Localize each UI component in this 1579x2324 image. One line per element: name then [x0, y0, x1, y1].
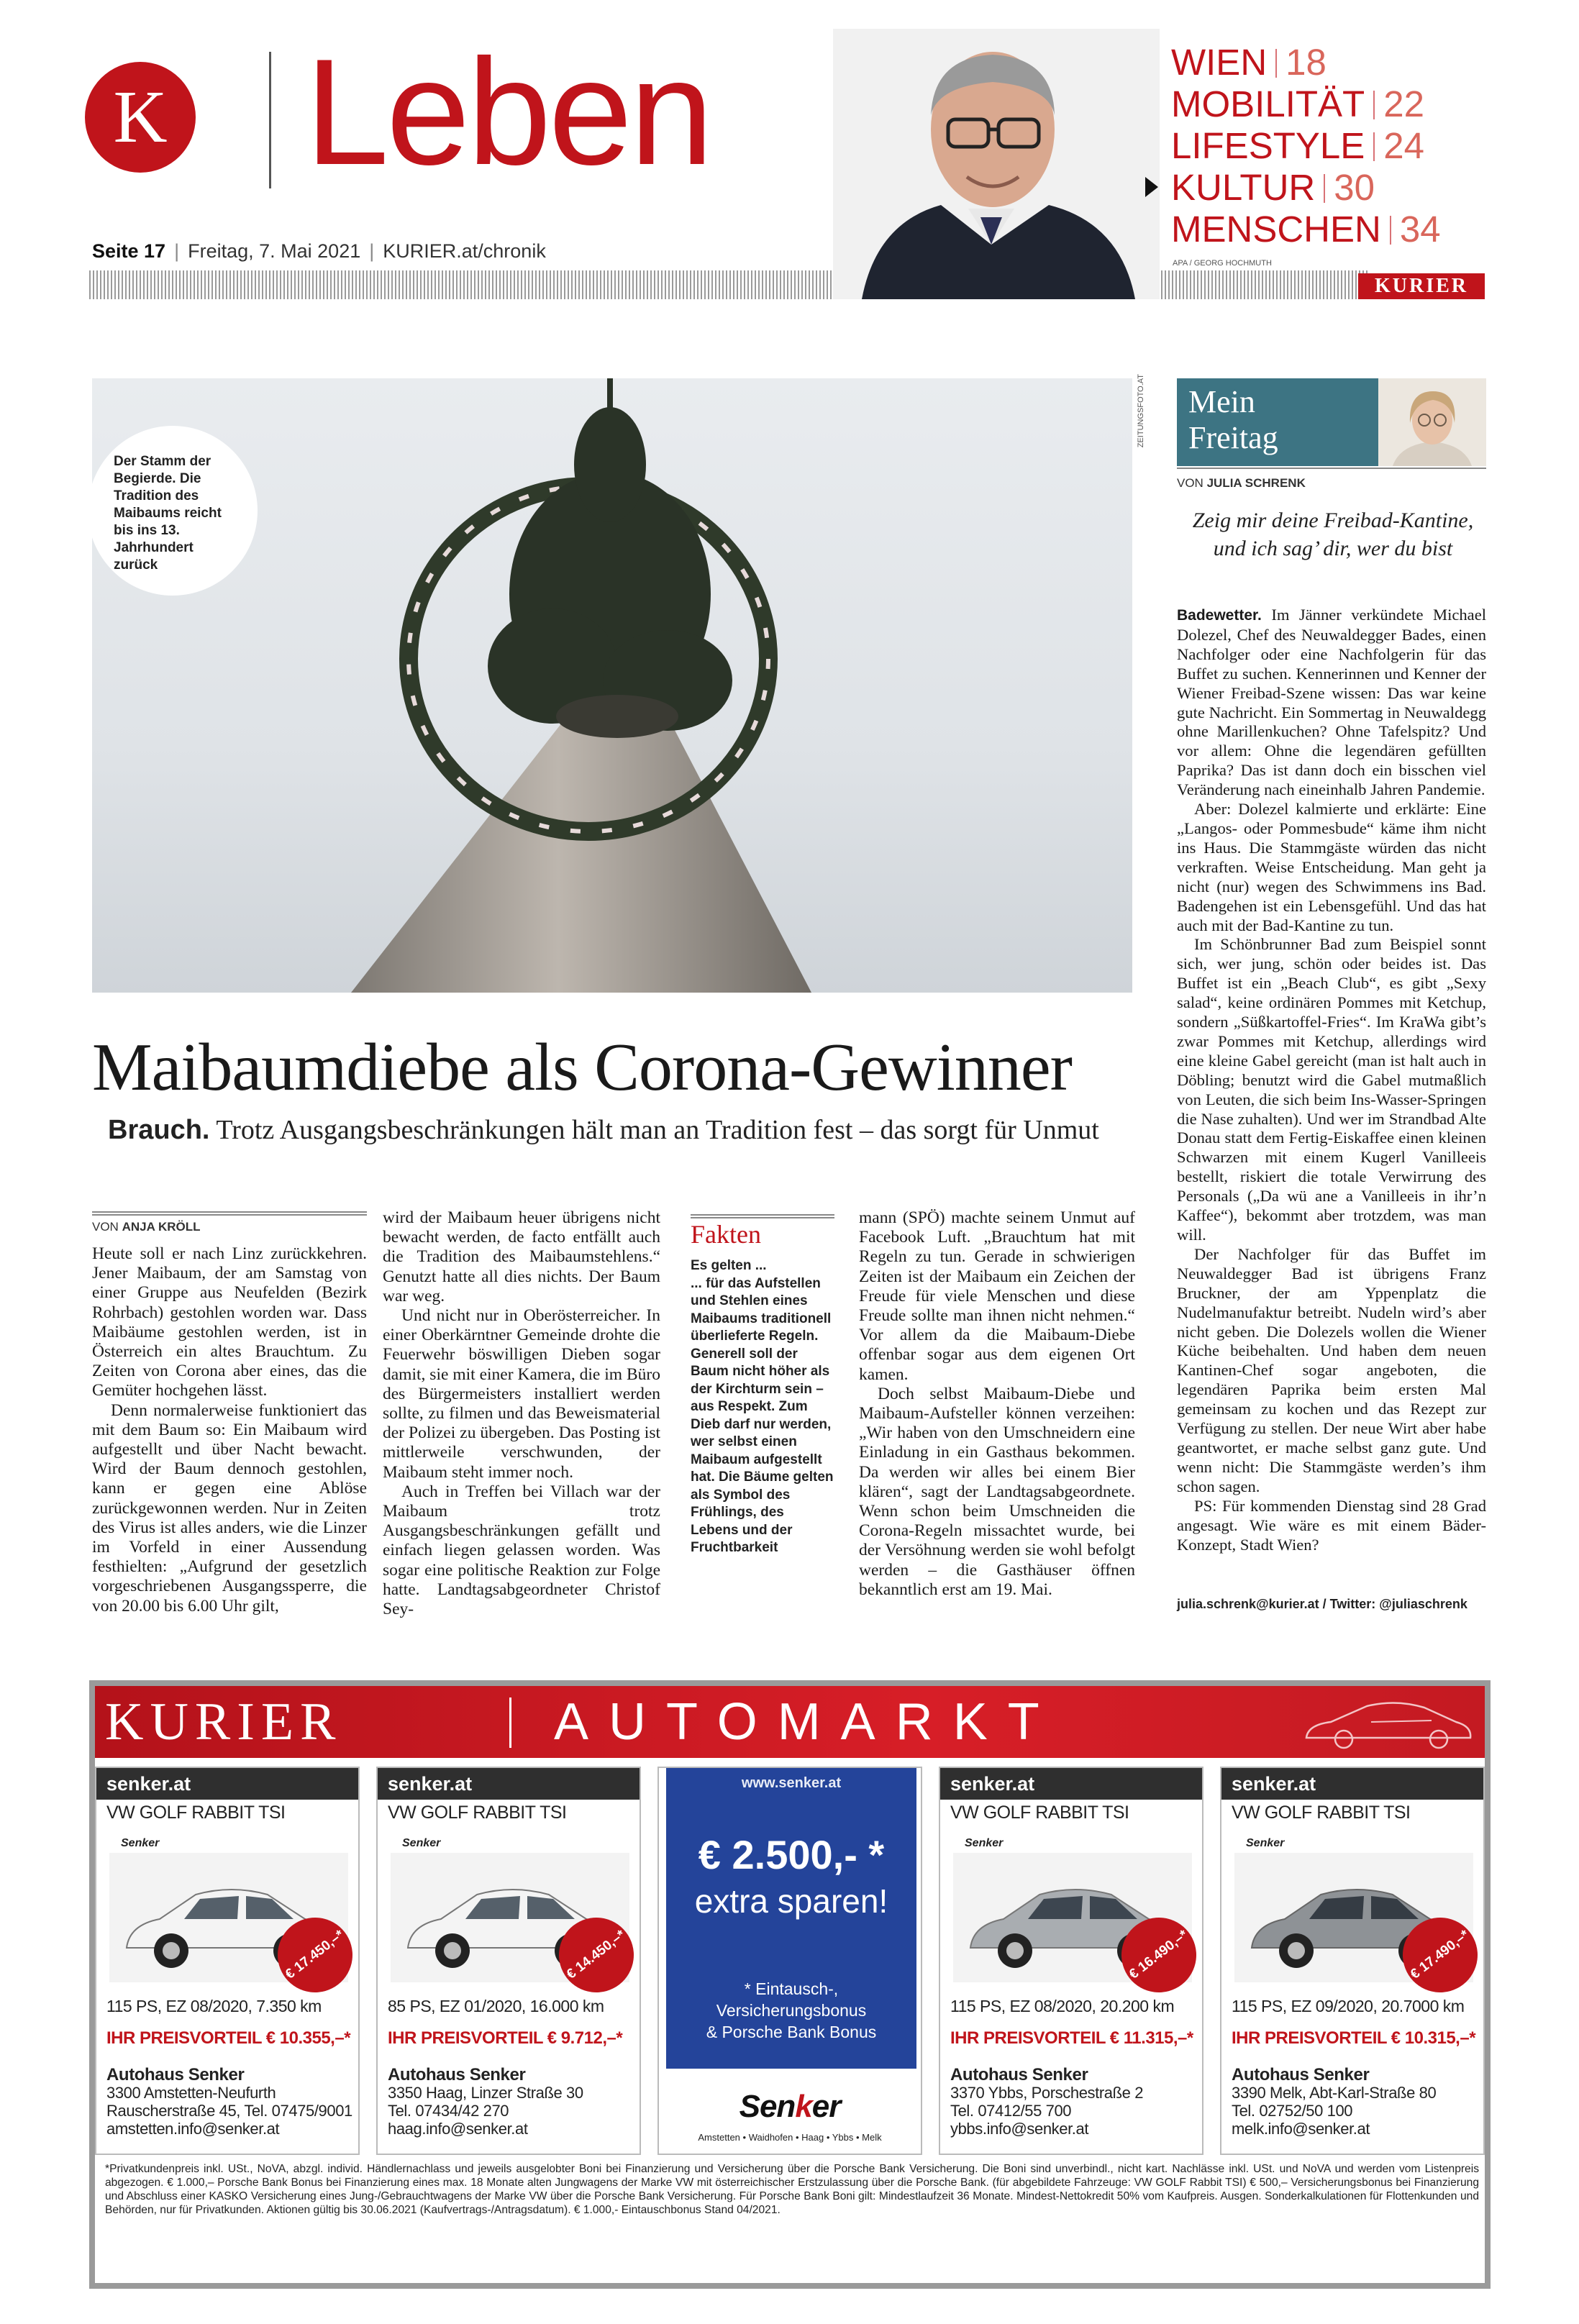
issue-date: Freitag, 7. Mai 2021	[188, 240, 361, 262]
column-body	[1177, 606, 1486, 1554]
price-badge: € 14.450,–*	[544, 1903, 649, 2008]
promo-amount: € 2.500,- *	[698, 1832, 885, 1877]
section-url[interactable]: KURIER.at/chronik	[383, 240, 546, 262]
car-listing-haag[interactable]	[376, 1767, 641, 2155]
dealer-info: Autohaus Senker 3300 Amstetten-Neufurth Rauscherstraße 45, Tel. 07475/9001 amstetten.info@senker.at	[106, 2065, 352, 2138]
listing-site: senker.at	[96, 1768, 358, 1800]
car-listing-amstetten[interactable]	[95, 1767, 360, 2155]
page-number: Seite 17	[92, 240, 166, 262]
paragraph: Badewetter. Im Jänner verkündete Michael Dolezel, Chef des Neuwaldegger Bades, einen Nachfolger oder eine Nachfolgerin für das Buffet zu suchen. Kennerinnen und Kenner der Wiener Freibad-Szene wissen: Das war keine gute Nachricht. Ein Sommertag in Neuwaldegg ohne Marillenkuchen? Ohne Tafelspitz? Und vor allem: Ohne die legendären gefüllten Paprika? Das ist dann doch ein bisschen viel Veränderung nach eineinhalb Jahren Pandemie.	[1177, 606, 1487, 799]
promo-note: * Eintausch-, Versicherungsbonus & Porsche Bank Bonus	[706, 1979, 877, 2041]
dealer-logo: Senker	[1246, 1837, 1285, 1849]
header-portrait-photo	[833, 29, 1160, 299]
kurier-logo: K	[85, 62, 196, 173]
toc-item-lifestyle[interactable]: LIFESTYLE 24	[1171, 125, 1425, 166]
facts-text: ... für das Aufstellen und Stehlen eines Maibaums traditionell überlieferte Regeln. Generell soll der Baum nicht höher als der Kirchturm sein – aus Respekt. Zum Dieb darf nur werden, wer selbst einen Maibaum aufgestellt hat. Die Bäume gelten als Symbol des Frühlings, des Lebens und der Fruchtbarkeit	[691, 1275, 834, 1555]
listing-site: senker.at	[1221, 1768, 1483, 1800]
article-subhead	[108, 1113, 1099, 1147]
author-name: ANJA KRÖLL	[122, 1220, 201, 1234]
article-column-1	[92, 1244, 367, 1616]
toc-item-menschen[interactable]: MENSCHEN 34	[1171, 209, 1441, 250]
paragraph: Und nicht nur in Oberösterreicher. In einer Oberkärntner Gemeinde drohte die Feuerwehr böswilligen Dieben sogar damit, sie mit einer Kamera, die im Büro des Bürgermeisters installiert werden sollte, zu filmen und das Beweismaterial der Polizei zu übergeben. Das Posting ist mittlerweile verschwunden, der Maibaum steht immer noch.	[383, 1306, 660, 1482]
paragraph: Denn normalerweise funktioniert das mit dem Baum so: Ein Maibaum wird aufgestellt und über Nacht bewacht. Wird der Baum dennoch gestohlen, kann er gegen eine Ablöse zurückgewonnen werden. Nur in Zeiten des Virus ist alles anders, wie die Linzer im Vorfeld in einer Aussendung festhielten: „Aufgrund der gesetzlich vorgeschriebenen Ausgangssperre, die von 20.00 bis 6.00 Uhr gilt,	[92, 1400, 367, 1616]
subhead-text: Trotz Ausgangsbeschränkungen hält man an Tradition fest – das sorgt für Unmut	[216, 1115, 1099, 1145]
listing-model: VW GOLF RABBIT TSI	[950, 1803, 1129, 1823]
column-contact[interactable]: julia.schrenk@kurier.at / Twitter: @juliaschrenk	[1177, 1597, 1467, 1611]
facts-title: Fakten	[691, 1220, 761, 1249]
promo-card[interactable]	[657, 1767, 922, 2155]
toc-item-mobilitaet[interactable]: MOBILITÄT 22	[1171, 83, 1424, 124]
column-kicker: Badewetter.	[1177, 607, 1262, 624]
dealer-email[interactable]: amstetten.info@senker.at	[106, 2120, 280, 2138]
portrait-credit: APA / GEORG HOCHMUTH	[1173, 259, 1272, 268]
price-badge: € 17.450,–*	[263, 1903, 368, 2008]
dealer-logo: Senker	[965, 1837, 1004, 1849]
dealer-email[interactable]: ybbs.info@senker.at	[950, 2120, 1089, 2138]
listing-site: senker.at	[378, 1768, 640, 1800]
listing-specs: 85 PS, EZ 01/2020, 16.000 km	[388, 1997, 604, 2015]
article-byline: VON ANJA KRÖLL	[92, 1220, 201, 1234]
article-column-3	[859, 1208, 1135, 1600]
promo-tagline: extra sparen!	[694, 1882, 888, 1920]
paragraph: Doch selbst Maibaum-Diebe und Maibaum-Aufsteller können verzeihen: „Wir haben von den Umschneidern eine Einladung in ein Gasthaus bekommen. Da werden wir alles bei einem Bier klären“, sagt der Landtagsabgeordnete. Wenn schon beim Umschneiden die Corona-Regeln missachtet wurde, bei der Versöhnung werden sie wohl befolgt werden – die Gasthäuser öffnen bekanntlich erst am 19. Mai.	[859, 1384, 1135, 1599]
paragraph: PS: Für kommenden Dienstag sind 28 Grad angesagt. Wie wäre es mit einem Bäder-Konzept, Stadt Wien?	[1177, 1496, 1486, 1554]
automarkt-listings	[95, 1767, 1485, 2155]
facts-lead: Es gelten ...	[691, 1258, 767, 1273]
listing-model: VW GOLF RABBIT TSI	[106, 1803, 286, 1823]
dealer-info: Autohaus Senker 3350 Haag, Linzer Straße 30 Tel. 07434/42 270 haag.info@senker.at	[388, 2065, 583, 2138]
dealer-logo: Senker	[402, 1837, 441, 1849]
ad-footnote: *Privatkundenpreis inkl. USt., NoVA, abzgl. individ. Händlernachlass und jeweils ausgelobter Boni bei Finanzierung und Versicherung über die Porsche Bank Versicherung. Die Boni sind unverbindl., nicht kart. Nachlässe inkl. USt. und NoVA und werden vom Listenpreis abgezogen. € 1.000,– Porsche Bank Bonus bei Finanzierung eines max. 18 Monate alten Jungwagens der Marke VW mit österreichischer Erstzulassung über die Porsche Bank. (für abgebildete Fahrzeuge: VW GOLF Rabbit TSI) € 500,– Versicherungsbonus bei Finanzierung und Abschluss einer KASKO Versicherung eines Jung-/Gebrauchtwagens der Marke VW über die Porsche Bank Versicherung. Für Porsche Bank Boni gilt: Mindestlaufzeit 36 Monate. Mindest-Nettokredit 50% vom Kaufpreis. Ausgen. Sonderkalkulationen für Flottenkunden und Behörden, nur für Privatkunden. Aktionen gültig bis 30.06.2021 (Kaufvertrags-/Antragsdatum). € 1.000,- Eintauschbonus Stand 04/2021.	[105, 2163, 1479, 2216]
listing-model: VW GOLF RABBIT TSI	[1232, 1803, 1411, 1823]
dealer-email[interactable]: haag.info@senker.at	[388, 2120, 528, 2138]
header-divider	[269, 52, 271, 188]
listing-savings: IHR PREISVORTEIL € 10.315,–*	[1232, 2028, 1476, 2048]
car-listing-melk[interactable]	[1220, 1767, 1485, 2155]
paragraph: Auch in Treffen bei Villach war der Maibaum trotz Ausgangsbeschränkungen gefällt und einfach liegen gelassen worden. Was sogar eine politische Reaktion zur Folge hatte. Landtagsabgeordneter Christof Sey-	[383, 1482, 660, 1619]
subhead-kicker: Brauch.	[108, 1115, 210, 1145]
listing-savings: IHR PREISVORTEIL € 9.712,–*	[388, 2028, 623, 2048]
price-badge: € 16.490,–*	[1106, 1903, 1211, 2008]
maibaum-photo	[92, 378, 1132, 993]
listing-model: VW GOLF RABBIT TSI	[388, 1803, 567, 1823]
promo-locations: Amstetten • Waidhofen • Haag • Ybbs • Melk	[698, 2132, 882, 2143]
paragraph: Aber: Dolezel kalmierte und erklärte: Eine „Langos- oder Pommesbude“ käme ihm nicht ins Haus. Die Stammgäste würden das nicht verkraften. Weise Entscheidung. Man geht ja nicht (nur) wegen des Schwimmens ins Bad. Badengehen ist ein Lebensgefühl. Und das hat auch mit der Bad-Kantine zu tun.	[1177, 800, 1486, 934]
column-byline: VON JULIA SCHRENK	[1177, 476, 1306, 490]
listing-specs: 115 PS, EZ 08/2020, 7.350 km	[106, 1997, 322, 2015]
photo-credit: ZEITUNGSFOTO.AT	[1137, 374, 1145, 448]
car-outline-icon	[1302, 1696, 1475, 1751]
dealer-email[interactable]: melk.info@senker.at	[1232, 2120, 1370, 2138]
article-column-2	[383, 1208, 660, 1619]
automarkt-title: AUTOMARKT	[554, 1693, 1060, 1751]
article-headline: Maibaumdiebe als Corona-Gewinner	[92, 1030, 1072, 1105]
paragraph: Im Schönbrunner Bad zum Beispiel sonnt sich, wer jung, schön oder beides ist. Das Buffet ist ein „Beach Club“, es gibt „Sexy salad“, keine ordinären Pommes mit Ketchup, sondern „Süßkartoffel-Fries“. Im KraWa gibt’s zwar Pommes mit Ketchup, allerdings wird eine kleine Gabel gereicht (man ist halt auch in Döbling; benutzt wird die Gabel mutmaßlich von Leuten, die sich beim Ins-Wasser-Springen die Nase zuhalten). Und wer im Strandbad Alte Donau statt dem Fertig-Eiskaffee einen kleinen Schwarzen mit einem Kugerl Vanilleeis bestellt, riskiert die totale Verwirrung des Personals („Da wü ane a Vanilleeis in ihr’n Kaffee“), bekommt aber trotzdem, was man will.	[1177, 935, 1486, 1244]
dealer-info: Autohaus Senker 3390 Melk, Abt-Karl-Straße 80 Tel. 02752/50 100 melk.info@senker.at	[1232, 2065, 1437, 2138]
dealer-info: Autohaus Senker 3370 Ybbs, Porschestraße 2 Tel. 07412/55 700 ybbs.info@senker.at	[950, 2065, 1144, 2138]
senker-logo: Senker	[739, 2089, 841, 2124]
car-listing-ybbs[interactable]	[939, 1767, 1203, 2155]
promo-url[interactable]: www.senker.at	[741, 1775, 842, 1791]
paragraph: wird der Maibaum heuer übrigens nicht bewacht werden, de facto entfällt auch die Tradition des Maibaumstehlens.“ Genutzt hatte all dies nichts. Der Baum war weg.	[383, 1208, 660, 1305]
toc-item-wien[interactable]: WIEN 18	[1171, 42, 1327, 83]
column-deck: Zeig mir deine Freibad-Kantine, und ich sag’ dir, wer du bist	[1192, 509, 1474, 560]
header-barcode-rule	[89, 270, 1370, 299]
promo-panel	[666, 1768, 916, 2069]
banner-divider	[509, 1698, 511, 1748]
table-of-contents	[1171, 42, 1441, 250]
section-title: Leben	[305, 27, 711, 196]
column-rule	[1177, 468, 1486, 470]
listing-savings: IHR PREISVORTEIL € 10.355,–*	[106, 2028, 351, 2048]
listing-site: senker.at	[940, 1768, 1202, 1800]
paragraph: Heute soll er nach Linz zurückkehren. Jener Maibaum, der am Samstag von einer Gruppe aus Neufelden (Bezirk Rohrbach) gestohlen worden war. Dass Maibäume gestohlen werden, ist in Österreich ein altes Brauchtum. Zu Zeiten von Corona aber eines, das die Gemüter hochgehen lässt.	[92, 1244, 367, 1400]
automarkt-brand: KURIER	[105, 1692, 342, 1751]
toc-item-kultur[interactable]: KULTUR 30	[1171, 167, 1441, 209]
facts-body	[691, 1257, 834, 1557]
dealer-logo: Senker	[121, 1837, 160, 1849]
column-title: Mein Freitag	[1188, 384, 1278, 455]
kurier-badge: KURIER	[1358, 273, 1485, 299]
triangle-right-icon	[1145, 177, 1158, 197]
columnist-name: JULIA SCHRENK	[1206, 476, 1306, 490]
price-badge: € 17.490,–*	[1388, 1903, 1493, 2008]
facts-box	[691, 1214, 834, 1557]
columnist-portrait	[1378, 378, 1486, 466]
dateline: Seite 17 | Freitag, 7. Mai 2021 | KURIER.at/chronik	[92, 240, 546, 262]
photo-caption: Der Stamm der Begierde. Die Tradition des Maibaums reicht bis ins 13. Jahrhundert zurück	[88, 426, 258, 596]
listing-savings: IHR PREISVORTEIL € 11.315,–*	[950, 2028, 1193, 2048]
paragraph: Der Nachfolger für das Buffet im Neuwaldegger Bad ist übrigens Franz Bruckner, der am Yppenplatz die Nudelmanufaktur betreibt. Nudeln wird’s aber nicht geben. Die Dolezels wollen die Wiener Küche beibehalten. Und haben dem neuen Kantinen-Chef sogar angeboten, die legendären Paprika beim ersten Mal gemeinsam zu kochen und das Rezept zur Verfügung zu stellen. Der neue Wirt aber habe geantwortet, er mache selbst ganz gute. Und wenn nicht: Die Stammgäste werden’s ihm schon sagen.	[1177, 1244, 1486, 1495]
paragraph: mann (SPÖ) machte seinem Unmut auf Facebook Luft. „Brauchtum hat mit Regeln zu tun. Gerade in schwierigen Zeiten ist der Maibaum ein Zeichen der Freude für viele Menschen und diese Freude sollte man ihnen nicht nehmen.“ Vor allem da die Maibaum-Diebe offenbar sogar aus dem eigenen Ort kamen.	[859, 1208, 1135, 1384]
byline-rule	[92, 1211, 367, 1216]
listing-specs: 115 PS, EZ 09/2020, 20.7000 km	[1232, 1997, 1465, 2015]
listing-specs: 115 PS, EZ 08/2020, 20.200 km	[950, 1997, 1175, 2015]
